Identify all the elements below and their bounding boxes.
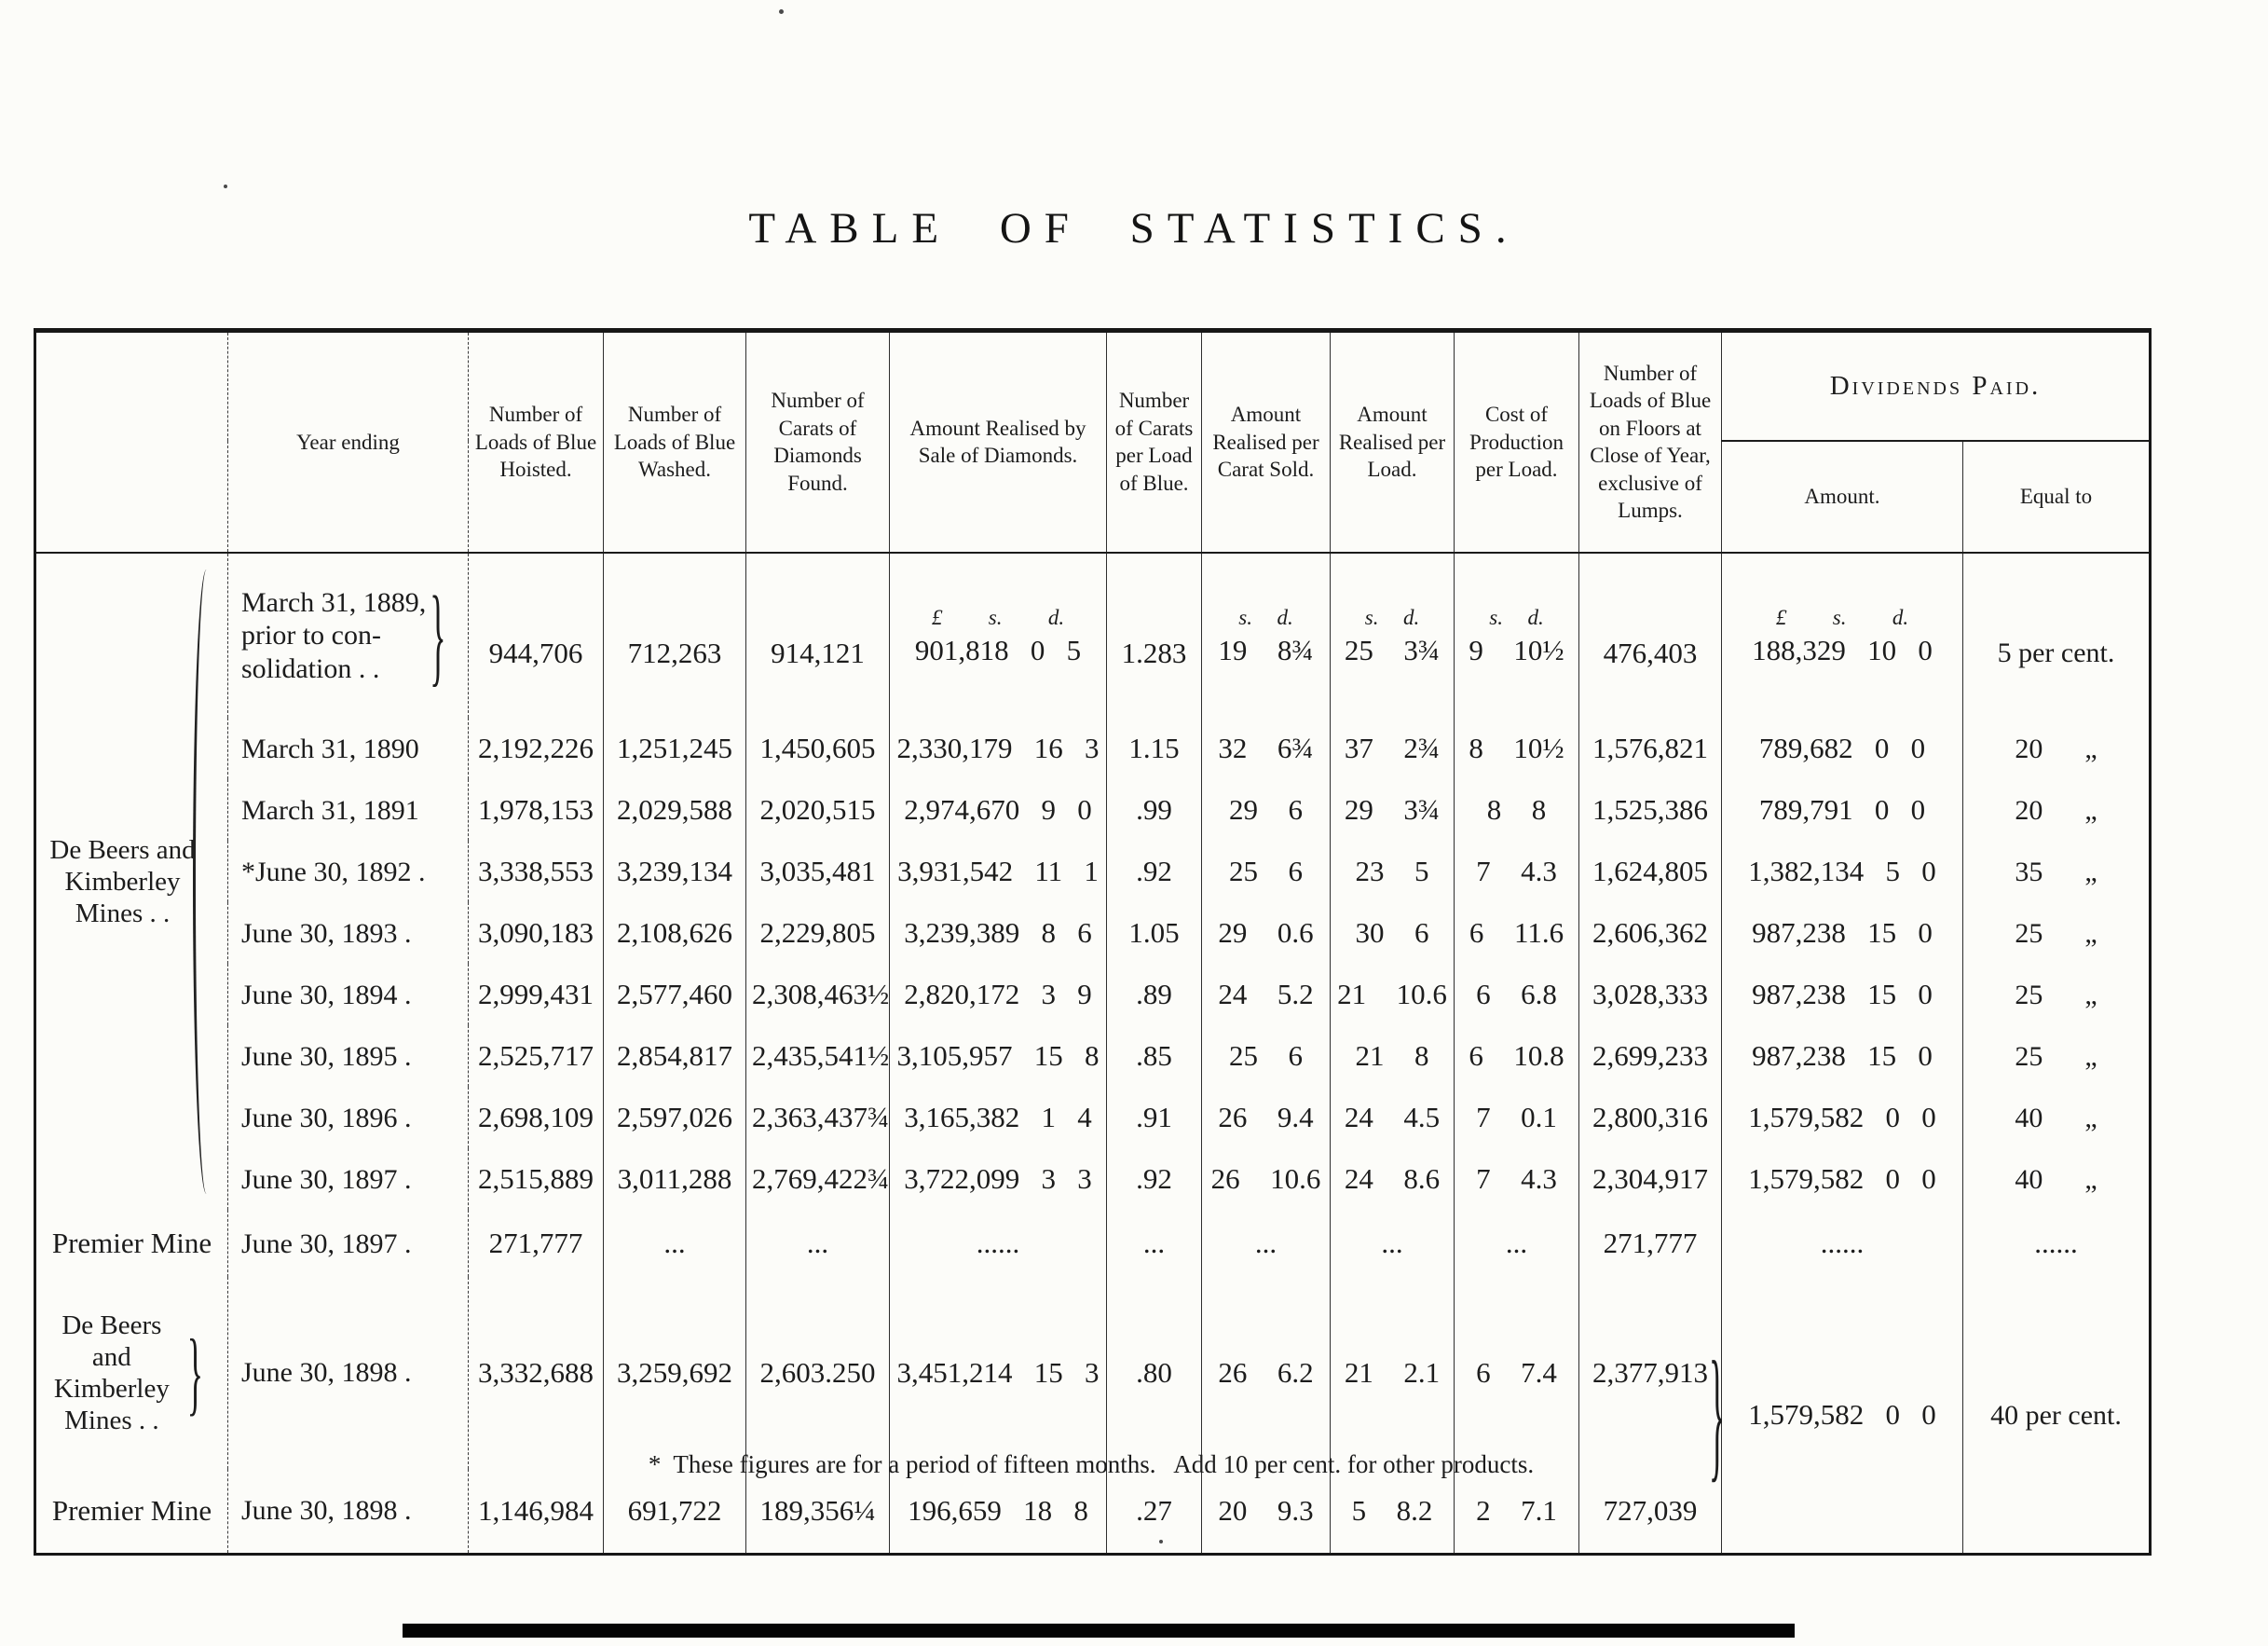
cell-equal-to: 25 „ bbox=[1963, 964, 2151, 1025]
cell-per-load: 23 5 bbox=[1331, 841, 1455, 902]
row-brace: } bbox=[430, 573, 446, 697]
cell-cost: 7 0.1 bbox=[1455, 1087, 1579, 1148]
cell-amount: ...... bbox=[890, 1210, 1107, 1277]
cell-cost: 8 10½ bbox=[1455, 718, 1579, 779]
cell-per-load: 5 8.2 bbox=[1331, 1469, 1455, 1555]
currency-units-label: £ s. d. bbox=[931, 606, 1065, 630]
col-header-cost-of-production: Cost of Production per Load. bbox=[1455, 331, 1579, 553]
cell-amount: £ s. d. 901,818 0 5 bbox=[890, 553, 1107, 719]
cell-per-carat: 25 6 bbox=[1202, 841, 1331, 902]
cell-per-load: 29 3¾ bbox=[1331, 779, 1455, 841]
cell-equal-to: 25 „ bbox=[1963, 902, 2151, 964]
cell-per-load: s. d. 25 3¾ bbox=[1331, 553, 1455, 719]
statistics-table-wrap bbox=[34, 328, 2152, 1556]
cell-cost: 7 4.3 bbox=[1455, 841, 1579, 902]
cell-cost: s. d. 9 10½ bbox=[1455, 553, 1579, 719]
cell-per-load: 30 6 bbox=[1331, 902, 1455, 964]
cell-hoisted: 944,706 bbox=[469, 553, 604, 719]
cell-washed: 3,239,134 bbox=[604, 841, 746, 902]
cell-carats: 2,603.250 bbox=[746, 1277, 890, 1468]
cell-year: June 30, 1893 . bbox=[228, 902, 469, 964]
cell-per-carat: 24 5.2 bbox=[1202, 964, 1331, 1025]
cell-amount: 2,330,179 16 3 bbox=[890, 718, 1107, 779]
table-row bbox=[35, 1087, 2151, 1148]
col-header-year-ending: Year ending bbox=[228, 331, 469, 553]
cell-per-load: 24 8.6 bbox=[1331, 1148, 1455, 1210]
cell-equal-to: 5 per cent. bbox=[1963, 553, 2151, 719]
cell-cost: 7 4.3 bbox=[1455, 1148, 1579, 1210]
cell-carats: 2,435,541½ bbox=[746, 1025, 890, 1087]
cell-washed: 3,011,288 bbox=[604, 1148, 746, 1210]
group-label-debeers-kimberley bbox=[35, 553, 228, 1211]
group-brace: } bbox=[186, 1320, 203, 1425]
cell-dividend-amount: 1,579,582 0 0 bbox=[1722, 1087, 1963, 1148]
cell-floors: 2,377,913 bbox=[1579, 1277, 1722, 1468]
cell-carats: 1,450,605 bbox=[746, 718, 890, 779]
cell-cost: ... bbox=[1455, 1210, 1579, 1277]
cell-amount: 2,974,670 9 0 bbox=[890, 779, 1107, 841]
table-row bbox=[35, 902, 2151, 964]
cell-cost: 6 7.4 bbox=[1455, 1277, 1579, 1468]
cell-carats-per-load: .27 bbox=[1107, 1469, 1202, 1555]
cell-per-load: ... bbox=[1331, 1210, 1455, 1277]
cell-cost: 6 11.6 bbox=[1455, 902, 1579, 964]
cell-floors: 2,800,316 bbox=[1579, 1087, 1722, 1148]
col-header-loads-washed: Number of Loads of Blue Washed. bbox=[604, 331, 746, 553]
cell-equal-to: ...... bbox=[1963, 1210, 2151, 1277]
col-header-amount-per-carat: Amount Realised per Carat Sold. bbox=[1202, 331, 1331, 553]
header-row bbox=[35, 331, 2151, 441]
cell-carats-per-load: .80 bbox=[1107, 1277, 1202, 1468]
cell-floors: 3,028,333 bbox=[1579, 964, 1722, 1025]
cell-amount: 3,105,957 15 8 bbox=[890, 1025, 1107, 1087]
currency-units-label: s. d. bbox=[1364, 606, 1420, 630]
cell-dividend-amount: £ s. d. 188,329 10 0 bbox=[1722, 553, 1963, 719]
table-row bbox=[35, 1277, 2151, 1468]
table-row bbox=[35, 1025, 2151, 1087]
cell-hoisted: 1,978,153 bbox=[469, 779, 604, 841]
col-header-dividends-paid: Dividends Paid. bbox=[1722, 331, 2151, 441]
cell-washed: 3,259,692 bbox=[604, 1277, 746, 1468]
cell-washed: 2,597,026 bbox=[604, 1087, 746, 1148]
footnote: * These figures are for a period of fifteen months. Add 10 per cent. for other products. bbox=[648, 1450, 1535, 1478]
cell-carats-per-load: .92 bbox=[1107, 841, 1202, 902]
col-header-equal-to: Equal to bbox=[1963, 441, 2151, 553]
cell-cost: 6 10.8 bbox=[1455, 1025, 1579, 1087]
cell-hoisted: 3,338,553 bbox=[469, 841, 604, 902]
group-brace bbox=[193, 569, 220, 1194]
cell-carats-per-load: 1.283 bbox=[1107, 553, 1202, 719]
cell-carats: 3,035,481 bbox=[746, 841, 890, 902]
scan-speck bbox=[779, 9, 784, 14]
cell-hoisted: 2,515,889 bbox=[469, 1148, 604, 1210]
cell-cost: 2 7.1 bbox=[1455, 1469, 1579, 1555]
cell-year: June 30, 1895 . bbox=[228, 1025, 469, 1087]
cell-washed: 2,577,460 bbox=[604, 964, 746, 1025]
col-header-carats-per-load: Number of Carats per Load of Blue. bbox=[1107, 331, 1202, 553]
col-header-amount-per-load: Amount Realised per Load. bbox=[1331, 331, 1455, 553]
cell-floors: 2,606,362 bbox=[1579, 902, 1722, 964]
cell-carats-per-load: .99 bbox=[1107, 779, 1202, 841]
cell-amount: 3,931,542 11 1 bbox=[890, 841, 1107, 902]
cell-carats: 2,229,805 bbox=[746, 902, 890, 964]
cell-dividend-amount: 987,238 15 0 bbox=[1722, 1025, 1963, 1087]
page-edge-bar bbox=[403, 1624, 1795, 1638]
cell-year: March 31, 1891 bbox=[228, 779, 469, 841]
group-label-text: De Beers and Kimberley Mines . . bbox=[49, 834, 196, 929]
cell-equal-to: 40 „ bbox=[1963, 1087, 2151, 1148]
cell-floors: 271,777 bbox=[1579, 1210, 1722, 1277]
cell-year: *June 30, 1892 . bbox=[228, 841, 469, 902]
cell-floors: 1,624,805 bbox=[1579, 841, 1722, 902]
cell-year: June 30, 1897 . bbox=[228, 1148, 469, 1210]
cell-washed: 691,722 bbox=[604, 1469, 746, 1555]
table-row bbox=[35, 718, 2151, 779]
cell-hoisted: 2,698,109 bbox=[469, 1087, 604, 1148]
cell-per-carat: s. d. 19 8¾ bbox=[1202, 553, 1331, 719]
cell-cost: 8 8 bbox=[1455, 779, 1579, 841]
cell-year: June 30, 1896 . bbox=[228, 1087, 469, 1148]
cell-equal-to: 20 „ bbox=[1963, 779, 2151, 841]
cell-carats: 2,363,437¾ bbox=[746, 1087, 890, 1148]
cell-equal-to: 35 „ bbox=[1963, 841, 2151, 902]
cell-amount: 3,239,389 8 6 bbox=[890, 902, 1107, 964]
table-row bbox=[35, 779, 2151, 841]
cell-floors: 2,304,917 bbox=[1579, 1148, 1722, 1210]
cell-amount: 3,165,382 1 4 bbox=[890, 1087, 1107, 1148]
currency-units-label: s. d. bbox=[1489, 606, 1544, 630]
cell-carats-per-load: .85 bbox=[1107, 1025, 1202, 1087]
col-header-dividend-amount: Amount. bbox=[1722, 441, 1963, 553]
cell-floors: 727,039 bbox=[1579, 1469, 1722, 1555]
cell-per-load: 37 2¾ bbox=[1331, 718, 1455, 779]
cell-year: June 30, 1897 . bbox=[228, 1210, 469, 1277]
cell-carats: 2,769,422¾ bbox=[746, 1148, 890, 1210]
year-text: March 31, 1889, prior to con- solidation . . bbox=[241, 586, 427, 684]
col-header-carats-found: Number of Carats of Diamonds Found. bbox=[746, 331, 890, 553]
cell-carats: 914,121 bbox=[746, 553, 890, 719]
currency-units-label: s. d. bbox=[1238, 606, 1293, 630]
group-label-premier-mine: Premier Mine bbox=[35, 1469, 228, 1555]
cell-washed: 712,263 bbox=[604, 553, 746, 719]
cell-amount: 2,820,172 3 9 bbox=[890, 964, 1107, 1025]
cell-amount: 3,451,214 15 3 bbox=[890, 1277, 1107, 1468]
cell-amount: 3,722,099 3 3 bbox=[890, 1148, 1107, 1210]
cell-floors: 476,403 bbox=[1579, 553, 1722, 719]
cell-carats-per-load: 1.05 bbox=[1107, 902, 1202, 964]
cell-floors: 1,576,821 bbox=[1579, 718, 1722, 779]
cell-washed: 2,108,626 bbox=[604, 902, 746, 964]
cell-carats-per-load: .89 bbox=[1107, 964, 1202, 1025]
cell-year: June 30, 1898 . bbox=[228, 1277, 469, 1468]
combined-brace: } bbox=[1709, 1331, 1726, 1496]
group-label-premier-mine: Premier Mine bbox=[35, 1210, 228, 1277]
cell-hoisted: 271,777 bbox=[469, 1210, 604, 1277]
cell-per-load: 21 2.1 bbox=[1331, 1277, 1455, 1468]
cell-combined-dividend-amount: } 1,579,582 0 0 bbox=[1722, 1277, 1963, 1554]
cell-per-carat: 29 6 bbox=[1202, 779, 1331, 841]
cell-year: March 31, 1890 bbox=[228, 718, 469, 779]
cell-carats: 2,020,515 bbox=[746, 779, 890, 841]
cell-washed: 2,854,817 bbox=[604, 1025, 746, 1087]
cell-carats-per-load: .92 bbox=[1107, 1148, 1202, 1210]
cell-carats: 189,356¼ bbox=[746, 1469, 890, 1555]
cell-dividend-amount: 987,238 15 0 bbox=[1722, 902, 1963, 964]
table-row bbox=[35, 1210, 2151, 1277]
group-label-text: De Beers and Kimberley Mines . . bbox=[53, 1310, 170, 1436]
cell-per-carat: 26 6.2 bbox=[1202, 1277, 1331, 1468]
cell-per-carat: 26 9.4 bbox=[1202, 1087, 1331, 1148]
cell-per-carat: 32 6¾ bbox=[1202, 718, 1331, 779]
cell-washed: 1,251,245 bbox=[604, 718, 746, 779]
cell-hoisted: 3,090,183 bbox=[469, 902, 604, 964]
cell-dividend-amount: ...... bbox=[1722, 1210, 1963, 1277]
cell-carats-per-load: .91 bbox=[1107, 1087, 1202, 1148]
cell-year: June 30, 1894 . bbox=[228, 964, 469, 1025]
statistics-table bbox=[34, 328, 2152, 1556]
cell-carats-per-load: 1.15 bbox=[1107, 718, 1202, 779]
group-label-debeers-kimberley bbox=[35, 1277, 228, 1468]
cell-hoisted: 1,146,984 bbox=[469, 1469, 604, 1555]
scan-speck bbox=[224, 185, 227, 188]
table-row bbox=[35, 1148, 2151, 1210]
col-header-loads-hoisted: Number of Loads of Blue Hoisted. bbox=[469, 331, 604, 553]
cell-carats: 2,308,463½ bbox=[746, 964, 890, 1025]
cell-floors: 2,699,233 bbox=[1579, 1025, 1722, 1087]
cell-floors: 1,525,386 bbox=[1579, 779, 1722, 841]
cell-cost: 6 6.8 bbox=[1455, 964, 1579, 1025]
cell-per-carat: ... bbox=[1202, 1210, 1331, 1277]
col-header-loads-on-floors: Number of Loads of Blue on Floors at Close of Year, exclusive of Lumps. bbox=[1579, 331, 1722, 553]
cell-dividend-amount: 1,382,134 5 0 bbox=[1722, 841, 1963, 902]
cell-hoisted: 2,999,431 bbox=[469, 964, 604, 1025]
table-row bbox=[35, 841, 2151, 902]
col-header-amount-realised-sale: Amount Realised by Sale of Diamonds. bbox=[890, 331, 1107, 553]
cell-year: June 30, 1898 . bbox=[228, 1469, 469, 1555]
cell-per-carat: 29 0.6 bbox=[1202, 902, 1331, 964]
cell-equal-to: 20 „ bbox=[1963, 718, 2151, 779]
cell-per-carat: 26 10.6 bbox=[1202, 1148, 1331, 1210]
cell-carats-per-load: ... bbox=[1107, 1210, 1202, 1277]
currency-units-label: £ s. d. bbox=[1775, 606, 1909, 630]
cell-equal-to: 25 „ bbox=[1963, 1025, 2151, 1087]
cell-per-carat: 25 6 bbox=[1202, 1025, 1331, 1087]
cell-dividend-amount: 987,238 15 0 bbox=[1722, 964, 1963, 1025]
scan-speck bbox=[1159, 1540, 1163, 1543]
corner-blank-cell bbox=[35, 331, 228, 553]
cell-hoisted: 3,332,688 bbox=[469, 1277, 604, 1468]
cell-year bbox=[228, 553, 469, 719]
cell-equal-to: 40 „ bbox=[1963, 1148, 2151, 1210]
cell-dividend-amount: 789,682 0 0 bbox=[1722, 718, 1963, 779]
cell-hoisted: 2,525,717 bbox=[469, 1025, 604, 1087]
cell-amount: 196,659 18 8 bbox=[890, 1469, 1107, 1555]
cell-washed: ... bbox=[604, 1210, 746, 1277]
table-row bbox=[35, 964, 2151, 1025]
cell-carats: ... bbox=[746, 1210, 890, 1277]
cell-dividend-amount: 789,791 0 0 bbox=[1722, 779, 1963, 841]
cell-per-load: 21 10.6 bbox=[1331, 964, 1455, 1025]
cell-dividend-amount: 1,579,582 0 0 bbox=[1722, 1148, 1963, 1210]
page-title: TABLE OF STATISTICS. bbox=[748, 204, 1520, 253]
table-row bbox=[35, 553, 2151, 719]
cell-combined-equal-to: 40 per cent. bbox=[1963, 1277, 2151, 1554]
cell-per-load: 24 4.5 bbox=[1331, 1087, 1455, 1148]
cell-per-carat: 20 9.3 bbox=[1202, 1469, 1331, 1555]
cell-hoisted: 2,192,226 bbox=[469, 718, 604, 779]
cell-washed: 2,029,588 bbox=[604, 779, 746, 841]
cell-per-load: 21 8 bbox=[1331, 1025, 1455, 1087]
